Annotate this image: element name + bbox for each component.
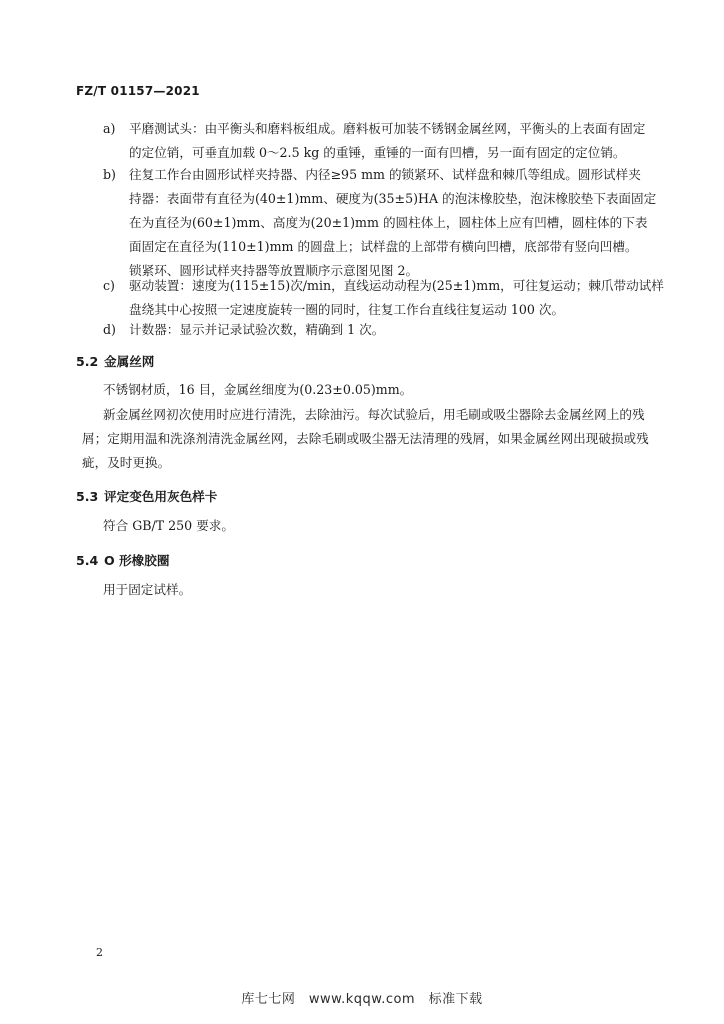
section-title: O 形橡胶圈 xyxy=(104,553,170,568)
paragraph-line: 用于固定试样。 xyxy=(103,582,192,597)
section-number: 5.4 xyxy=(76,553,99,568)
list-marker: d) xyxy=(103,322,116,337)
section-title: 评定变色用灰色样卡 xyxy=(104,489,218,504)
list-item-a xyxy=(103,117,663,165)
list-line: 往复工作台由圆形试样夹持器、内径≥95 mm 的锁紧环、试样盘和棘爪等组成。圆形试样夹 xyxy=(129,167,641,182)
paragraph-line: 屑；定期用温和洗涤剂清洗金属丝网，去除毛刷或吸尘器无法清理的残屑，如果金属丝网出现破损或残 xyxy=(82,431,649,446)
list-item-d xyxy=(103,318,663,342)
paragraph-5-2-material xyxy=(103,378,663,402)
section-number: 5.3 xyxy=(76,489,99,504)
paragraph-line: 不锈钢材质，16 目，金属丝细度为(0.23±0.05)mm。 xyxy=(103,382,413,397)
paragraph-5-2-cleaning xyxy=(82,403,662,475)
list-line: 在为直径为(60±1)mm、高度为(20±1)mm 的圆柱体上，圆柱体上应有凹槽，圆柱体的下表 xyxy=(129,215,648,230)
list-line: 面固定在直径为(110±1)mm 的圆盘上；试样盘的上部带有横向凹槽，底部带有竖向凹槽。 xyxy=(129,239,638,254)
list-marker: b) xyxy=(103,167,116,182)
section-number: 5.2 xyxy=(76,354,99,369)
section-heading-5-4 xyxy=(76,550,169,569)
paragraph-line: 符合 GB/T 250 要求。 xyxy=(103,518,234,533)
list-line: 驱动装置：速度为(115±15)次/min，直线运动动程为(25±1)mm，可往复运动；棘爪带动试样 xyxy=(129,278,664,293)
section-heading-5-2 xyxy=(76,351,154,370)
page-number: 2 xyxy=(96,946,103,959)
list-line: 盘绕其中心按照一定速度旋转一圈的同时，往复工作台直线往复运动 100 次。 xyxy=(129,302,565,317)
section-heading-5-3 xyxy=(76,486,217,505)
list-item-b xyxy=(103,163,663,283)
list-item-c xyxy=(103,274,663,322)
section-title: 金属丝网 xyxy=(104,354,155,369)
document-code: FZ/T 01157—2021 xyxy=(76,84,200,98)
list-line: 计数器：显示并记录试验次数，精确到 1 次。 xyxy=(129,322,385,337)
paragraph-5-3 xyxy=(103,514,663,538)
list-line: 锁紧环、圆形试样夹持器等放置顺序示意图见图 2。 xyxy=(129,263,419,278)
list-marker: a) xyxy=(103,121,116,136)
footer-watermark: 库七七网 www.kqqw.com 标准下载 xyxy=(241,992,483,1007)
list-line: 持器：表面带有直径为(40±1)mm、硬度为(35±5)HA 的泡沫橡胶垫，泡沫橡胶垫下表面固定 xyxy=(129,191,657,206)
list-line: 平磨测试头：由平衡头和磨料板组成。磨料板可加装不锈钢金属丝网，平衡头的上表面有固定 xyxy=(129,121,646,136)
list-line: 的定位销，可垂直加载 0～2.5 kg 的重锤，重锤的一面有凹槽，另一面有固定的定位销。 xyxy=(129,145,626,160)
paragraph-line: 新金属丝网初次使用时应进行清洗，去除油污。每次试验后，用毛刷或吸尘器除去金属丝网上的残 xyxy=(103,407,645,422)
paragraph-5-4 xyxy=(103,578,663,602)
list-marker: c) xyxy=(103,278,115,293)
paragraph-line: 疵，及时更换。 xyxy=(82,455,171,470)
